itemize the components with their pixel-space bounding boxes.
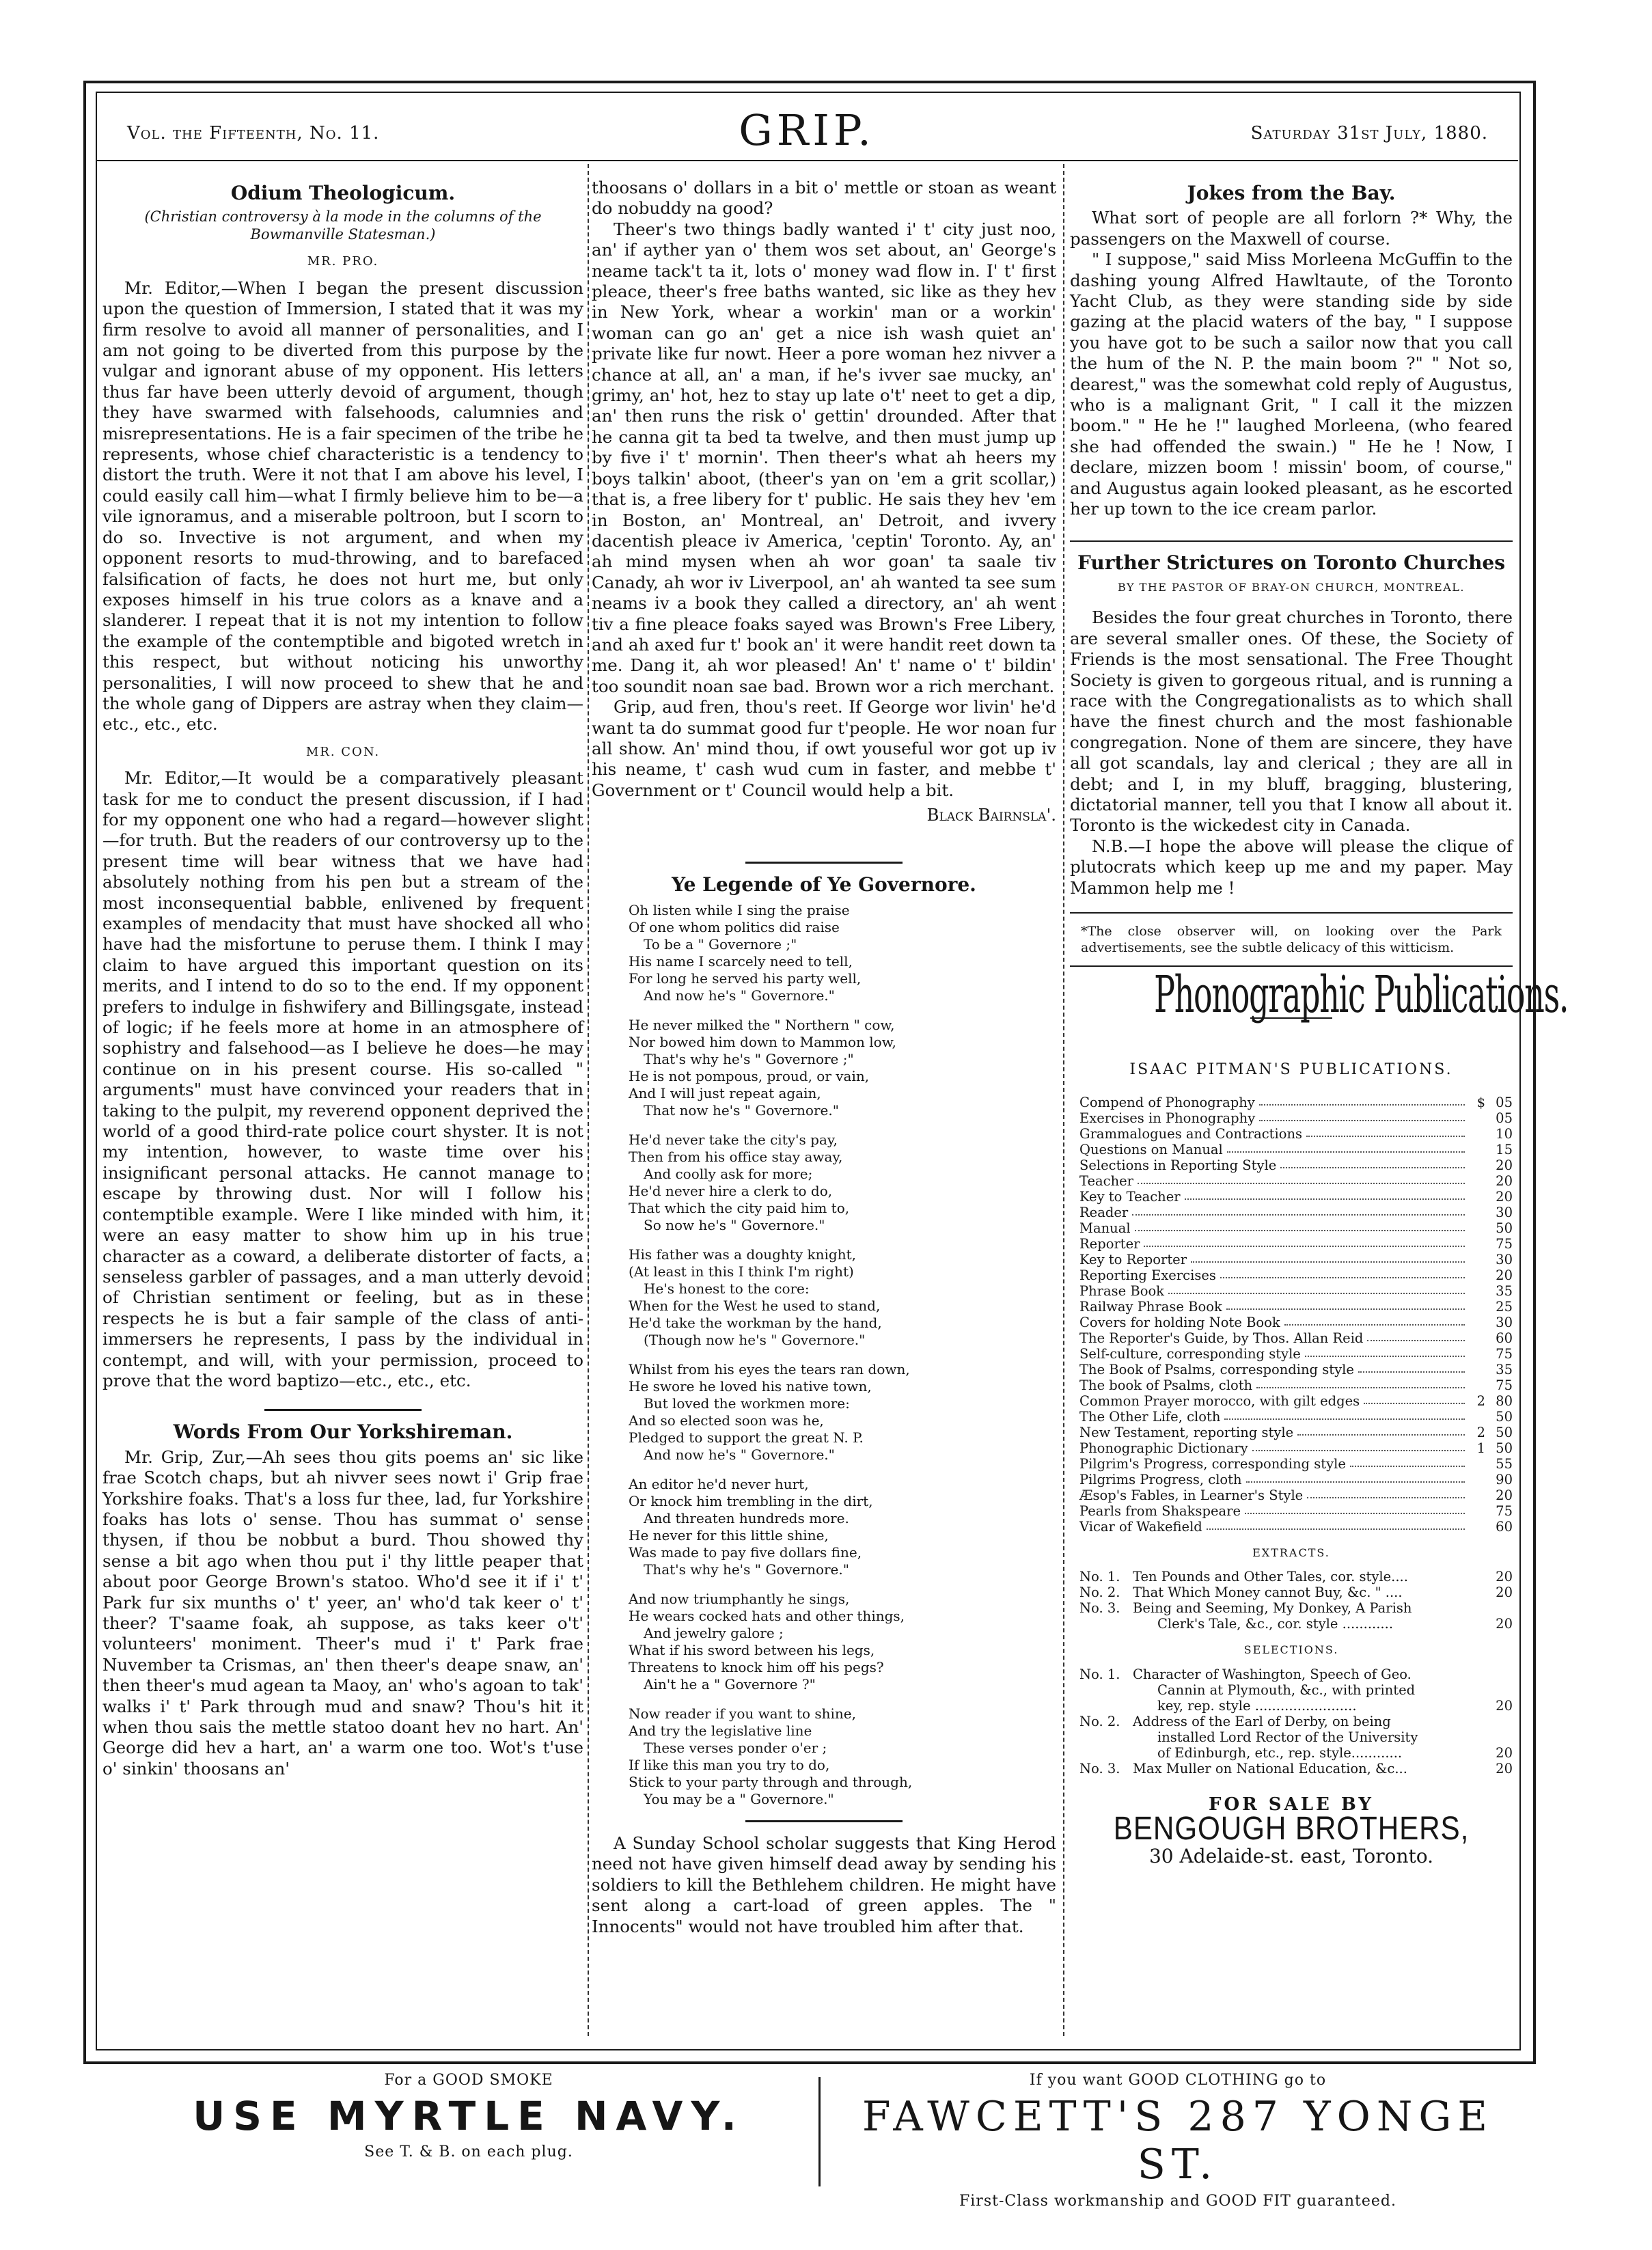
ad-subtitle: ISAAC PITMAN'S PUBLICATIONS. (1129, 1061, 1453, 1079)
leader-dots (1185, 1189, 1465, 1200)
book-title-line: of Edinburgh, etc., rep. style............ (1157, 1744, 1403, 1761)
price-cents: 80 (1496, 1392, 1513, 1409)
book-price (1469, 1425, 1513, 1440)
article-paragraph: What sort of people are all forlorn ?* Why, the passengers on the Maxwell of course. (1070, 208, 1513, 249)
book-title-line: installed Lord Rector of the University (1157, 1729, 1418, 1745)
price-section-label: SELECTIONS. (1243, 1643, 1339, 1657)
price-cents: 50 (1496, 1408, 1513, 1425)
price-row (1079, 1157, 1513, 1173)
book-title: Manual (1079, 1220, 1131, 1236)
leader-dots (1224, 1409, 1465, 1420)
poem-line: And coolly ask for more; (644, 1166, 813, 1182)
poem (629, 902, 1056, 1808)
price-row (1079, 1330, 1513, 1346)
price-row (1079, 1205, 1513, 1220)
book-title: Compend of Phonography (1079, 1094, 1255, 1110)
footer-divider (818, 2077, 821, 2186)
poem-line: What if his sword between his legs, (629, 1642, 875, 1658)
extracts-list (1079, 1569, 1513, 1632)
book-price (1469, 1283, 1513, 1299)
book-title (1133, 1569, 1477, 1584)
poem-line: His father was a doughty knight, (629, 1246, 856, 1263)
book-title (1133, 1666, 1477, 1714)
article-title: Jokes from the Bay. (1187, 182, 1396, 204)
leader-dots (1132, 1205, 1465, 1216)
book-title: Reporting Exercises (1079, 1267, 1216, 1283)
leader-dots (1297, 1425, 1465, 1436)
book-price (1469, 1330, 1513, 1346)
book-price (1469, 1157, 1513, 1173)
price-cents: 20 (1496, 1188, 1513, 1205)
price-dollars: 1 (1476, 1440, 1485, 1456)
section-divider (264, 1409, 422, 1411)
price-cents: 20 (1496, 1487, 1513, 1503)
price-row (1079, 1315, 1513, 1330)
book-title: Key to Reporter (1079, 1251, 1187, 1267)
price-row (1079, 1761, 1513, 1776)
book-price (1469, 1393, 1513, 1409)
book-title-line: Max Muller on National Education, &c... (1133, 1760, 1407, 1776)
book-title: The Reporter's Guide, by Thos. Allan Reid (1079, 1330, 1364, 1346)
price-row (1079, 1519, 1513, 1535)
leader-dots (1306, 1126, 1465, 1137)
price-row (1079, 1252, 1513, 1267)
poem-line: He swore he loved his native town, (629, 1378, 872, 1395)
price-dollars: 2 (1476, 1424, 1485, 1440)
book-price (1469, 1299, 1513, 1315)
poem-line: Nor bowed him down to Mammon low, (629, 1034, 896, 1050)
book-title: Questions on Manual (1079, 1141, 1223, 1157)
book-price: 20 (1496, 1616, 1513, 1632)
poem-line: That's why he's " Governore ;" (644, 1051, 854, 1067)
book-title: Teacher (1079, 1172, 1133, 1189)
price-row (1079, 1487, 1513, 1503)
poem-line: And threaten hundreds more. (644, 1510, 849, 1526)
volume-number: Vol. the Fifteenth, No. 11. (127, 123, 380, 143)
poem-stanza (629, 902, 1056, 1004)
article-title: Further Strictures on Toronto Churches (1077, 551, 1506, 574)
book-price (1469, 1440, 1513, 1456)
book-price (1469, 1377, 1513, 1393)
price-row (1079, 1189, 1513, 1205)
book-title-line: Clerk's Tale, &c., cor. style ............ (1157, 1616, 1394, 1632)
book-price (1469, 1205, 1513, 1220)
article-paragraph: N.B.—I hope the above will please the clique of plutocrats which keep up me and my paper. May Mammon help me ! (1070, 836, 1513, 898)
book-title-line: key, rep. style ........................ (1157, 1697, 1357, 1714)
price-cents: 75 (1496, 1235, 1513, 1252)
article-paragraph: A Sunday School scholar suggests that King Herod need not have given himself dead away by sending his soldiers to kill the Bethlehem children. He might have sent along a cart-load of green apples. The " Innocents" would not have troubled him after that. (592, 1833, 1056, 1936)
price-row (1079, 1362, 1513, 1377)
poem-line: Was made to pay five dollars fine, (629, 1544, 862, 1561)
poem-line: For long he served his party well, (629, 970, 862, 987)
book-price (1469, 1236, 1513, 1252)
poem-line: That now he's " Governore." (644, 1102, 839, 1119)
book-price (1469, 1315, 1513, 1330)
ad-title: Phonographic Publications. (1154, 965, 1569, 1024)
poem-line: Ain't he a " Governore ?" (644, 1676, 816, 1692)
poem-stanza (629, 1131, 1056, 1234)
footer-headline: FAWCETT'S 287 YONGE ST. (862, 2093, 1494, 2189)
article-paragraph: Grip, aud fren, thou's reet. If George wor livin' he'd want ta do summat good fur t'people. He wor noan fur all show. An' mind thou, if owt youseful wor got up iv his neame, t' cash wud cum in faster, and mebbe t' Government or t' Council would help a bit. (592, 697, 1056, 800)
leader-dots (1245, 1503, 1465, 1514)
book-price: 20 (1496, 1744, 1513, 1761)
item-number: No. 2. (1079, 1584, 1120, 1601)
price-cents: 75 (1496, 1377, 1513, 1393)
leader-dots (1307, 1487, 1465, 1498)
poem-line: Now reader if you want to shine, (629, 1705, 856, 1722)
poem-line: An editor he'd never hurt, (629, 1476, 809, 1492)
price-row (1079, 1142, 1513, 1157)
footer-tagline: If you want GOOD CLOTHING go to (1029, 2072, 1327, 2089)
price-row (1079, 1440, 1513, 1456)
book-price: 20 (1496, 1697, 1513, 1714)
price-row (1079, 1409, 1513, 1425)
poem-title: Ye Legende of Ye Governore. (672, 873, 976, 896)
price-row (1079, 1569, 1513, 1584)
poem-line: He's honest to the core: (644, 1280, 810, 1297)
poem-line: When for the West he used to stand, (629, 1298, 881, 1314)
newspaper-title: GRIP. (739, 105, 875, 155)
book-title (1133, 1600, 1477, 1632)
article-paragraph: Theer's two things badly wanted i' t' city just noo, an' if ayther yan o' them wos set about, an' George's neame tack't ta it, lots o' money wad flow in. I' t' first pleace, theer's free baths wanted, sic like as they hev in New York, whear a workin' man or a workin' woman can go an' get a nice ish wash quiet an' private like fur nowt. Heer a pore woman hez nivver a chance at all, an' a man, if he's ivver sae mucky, an' grimy, an' hot, hez to stay up late o't' neet to get a dip, an' then runs the risk o' gettin' drounded. After that he canna git ta bed ta twelve, and then must jump up by five i' t' mornin'. Then theer's what ah heers my boys talkin' aboot, (theer's yan on 'em a grit scollar,) that is, a free libery for t' public. He sais they hev 'em in Boston, an' Montreal, an' Detroit, and ivvery dacentish pleace iv America, 'ceptin' Toronto. Ay, an' ah mind mysen when ah wor goan' ta saale tiv Canady, ah wor iv Liverpool, an' ah wanted ta see sum neams iv a book they called a directory, an' ah went tiv a fine pleace foaks sayed was Brown's Free Libery, and ah axed fur t' book an' it were handit reet down ta me. Dang it, ah wor pleased! An' t' name o' t' bildin' too soundit noan sae bad. Brown wor a rich merchant. (592, 219, 1056, 696)
price-row (1079, 1299, 1513, 1315)
section-divider (745, 862, 903, 864)
price-cents: 75 (1496, 1345, 1513, 1362)
book-price (1469, 1252, 1513, 1267)
book-title: Æsop's Fables, in Learner's Style (1079, 1487, 1304, 1503)
book-title: Common Prayer morocco, with gilt edges (1079, 1392, 1360, 1409)
leader-dots (1246, 1472, 1465, 1483)
poem-line: Oh listen while I sing the praise (629, 902, 850, 918)
poem-line: And I will just repeat again, (629, 1085, 821, 1101)
book-title: Selections in Reporting Style (1079, 1157, 1277, 1173)
leader-dots (1350, 1456, 1465, 1467)
item-number: No. 3. (1079, 1760, 1120, 1776)
article-paragraph: Mr. Editor,—When I began the present discussion upon the question of Immersion, I stated that it was my firm resolve to avoid all manner of personalities, and I am not going to be diverted from this purpose by the vulgar and ignorant abuse of my opponent. His letters thus far have been utterly devoid of argument, though they have swarmed with falsehoods, calumnies and misrepresentations. He is a fair specimen of the tribe he represents, whose chief characteristic is a tendency to distort the truth. Were it not that I am above his level, I could easily call him—what I firmly believe him to be—a vile ignoramus, and a miserable poltroon, but I scorn to do so. Invective is not argument, and when my opponent resorts to mud-throwing, and to barefaced falsification of facts, he does not hurt me, but only exposes himself in his true colors as a knave and a slanderer. I repeat that it is not my intention to follow the example of the contemptible and bigoted wretch in this respect, but without noticing his unworthy personalities, I will now proceed to shew that he and the whole gang of Dippers are astray when they claim—etc., etc., etc. (102, 277, 583, 735)
book-title: Pearls from Shakspeare (1079, 1503, 1241, 1519)
leader-dots (1367, 1330, 1465, 1341)
item-number: No. 3. (1079, 1600, 1120, 1617)
price-cents: 60 (1496, 1330, 1513, 1346)
book-price (1469, 1095, 1513, 1110)
price-dollars: $ (1476, 1094, 1485, 1110)
book-title-line: Address of the Earl of Derby, on being (1133, 1713, 1391, 1729)
column-divider (588, 164, 589, 2036)
price-row (1079, 1472, 1513, 1487)
price-cents: 50 (1496, 1220, 1513, 1236)
item-number: No. 1. (1079, 1666, 1120, 1682)
column-3 (1070, 178, 1569, 1868)
leader-dots (1358, 1362, 1465, 1373)
price-row (1079, 1714, 1513, 1761)
price-cents: 75 (1496, 1503, 1513, 1519)
price-row (1079, 1393, 1513, 1409)
poem-line: But loved the workmen more: (644, 1395, 850, 1412)
poem-stanza (629, 1591, 1056, 1693)
book-title: Phonographic Dictionary (1079, 1440, 1248, 1456)
poem-stanza (629, 1705, 1056, 1808)
issue-date: Saturday 31st July, 1880. (1250, 123, 1488, 143)
book-title: Covers for holding Note Book (1079, 1314, 1280, 1330)
poem-line: To be a " Governore ;" (644, 936, 797, 952)
book-price: 20 (1496, 1569, 1513, 1585)
footer-ad-right (836, 2072, 1519, 2210)
poem-line: And now he's " Governore." (644, 987, 835, 1004)
article-paragraph: " I suppose," said Miss Morleena McGuffin to the dashing young Alfred Hawltaute, of the Toronto Yacht Club, as they were standing side by side gazing at the placid waters of the bay, " I suppose you have got to be such a sailor now that you call the hum of the N. P. the main boom ?" " Not so, dearest," was the somewhat cold reply of Augustus, who is a malignant Grit, " I call it the mizzen boom." " He he !" laughed Morleena, (who feared she had offended the swain.) " He he ! Now, I declare, mizzen boom ! missin' boom, of course," and Augustus again looked pleasant, as he escorted her up town to the ice cream parlor. (1070, 249, 1513, 519)
article-paragraph: Mr. Grip, Zur,—Ah sees thou gits poems an' sic like frae Scotch chaps, but ah nivver sees nowt i' Grip frae Yorkshire foaks. That's a loss fur thee, lad, fur Yorkshire foaks has lots o' sense. Thou has summat o' sense thysen, if thou be nobbut a burd. Thou showed thy sense a bit ago when thou put i' thy little peaper that about poor George Brown's statoo. Who'd see it if i' t' Park fur six munths o' t' yeer, an' who'd tak keer o' t' theer? T'saame foak, ah suppose, as taks keer o't' volunteers' moniment. Theer's mud i' t' Park frae Nuvember ta Crismas, an' then theer's deape snaw, an' then theer's mud agean ta Maoy, an' who's agoan to tak' walks i' t' Park through mud and snaw? Thou's hit it when thou sais the mettle statoo doant hev no hart. An' George did hev a hart, an' a warm one too. Wot's t'use o' sinkin' thoosans an' (102, 1446, 583, 1779)
book-title (1133, 1714, 1477, 1761)
price-row (1079, 1346, 1513, 1362)
poem-line: Whilst from his eyes the tears ran down, (629, 1361, 910, 1377)
book-title (1133, 1584, 1477, 1600)
poem-line: He'd never hire a clerk to do, (629, 1183, 833, 1199)
poem-line: And jewelry galore ; (644, 1625, 784, 1641)
book-price (1469, 1456, 1513, 1472)
poem-line: (Though now he's " Governore." (644, 1332, 866, 1348)
price-row (1079, 1377, 1513, 1393)
book-title-line: Cannin at Plymouth, &c., with printed (1157, 1682, 1416, 1698)
poem-line: He wears cocked hats and other things, (629, 1608, 905, 1624)
book-price (1469, 1142, 1513, 1157)
leader-dots (1259, 1095, 1465, 1106)
price-section-label: EXTRACTS. (1252, 1546, 1330, 1559)
book-title-line: Character of Washington, Speech of Geo. (1133, 1666, 1412, 1682)
price-row (1079, 1666, 1513, 1714)
selections-list (1079, 1666, 1513, 1776)
poem-stanza (629, 1017, 1056, 1119)
price-row (1079, 1584, 1513, 1600)
price-cents: 30 (1496, 1314, 1513, 1330)
poem-line: He never for this little shine, (629, 1527, 829, 1544)
price-cents: 20 (1496, 1267, 1513, 1283)
book-title: New Testament, reporting style (1079, 1424, 1294, 1440)
masthead (96, 92, 1518, 161)
book-title: Railway Phrase Book (1079, 1298, 1222, 1315)
poem-line: If like this man you try to do, (629, 1757, 830, 1773)
poem-line: And now he's " Governore." (644, 1446, 835, 1463)
book-title: Vicar of Wakefield (1079, 1518, 1202, 1535)
price-cents: 35 (1496, 1361, 1513, 1377)
footnote: *The close observer will, on looking over the Park advertisements, see the subtle delicacy of this witticism. (1081, 924, 1502, 955)
book-price (1469, 1409, 1513, 1425)
book-price (1469, 1267, 1513, 1283)
book-title: Self-culture, corresponding style (1079, 1345, 1301, 1362)
price-row (1079, 1220, 1513, 1236)
poem-line: That's why he's " Governore." (644, 1561, 849, 1578)
column-divider (1063, 164, 1064, 2036)
price-cents: 05 (1496, 1110, 1513, 1126)
leader-dots (1256, 1377, 1465, 1388)
book-price (1469, 1487, 1513, 1503)
column-1 (102, 178, 583, 1779)
book-price (1469, 1346, 1513, 1362)
item-number: No. 2. (1079, 1713, 1120, 1729)
book-price (1469, 1110, 1513, 1126)
price-cents: 20 (1496, 1172, 1513, 1189)
article-signature: Black Bairnsla'. (926, 805, 1056, 825)
footer-tagline: For a GOOD SMOKE (384, 2072, 553, 2089)
book-title-line: Ten Pounds and Other Tales, cor. style.... (1133, 1569, 1408, 1585)
leader-dots (1280, 1157, 1465, 1168)
book-title: The book of Psalms, cloth (1079, 1377, 1253, 1393)
section-divider (745, 1820, 903, 1822)
poem-line: He never milked the " Northern " cow, (629, 1017, 895, 1033)
price-row (1079, 1236, 1513, 1252)
article-paragraph: thoosans o' dollars in a bit o' mettle or stoan as weant do nobuddy na good? (592, 178, 1056, 219)
speaker-label: MR. PRO. (307, 254, 379, 269)
poem-line: And now triumphantly he sings, (629, 1591, 850, 1607)
book-price (1469, 1173, 1513, 1189)
book-title (1133, 1761, 1477, 1776)
section-divider (1070, 912, 1513, 914)
price-row (1079, 1267, 1513, 1283)
poem-stanza (629, 1476, 1056, 1578)
poem-line: Threatens to knock him off his pegs? (629, 1659, 884, 1675)
book-price (1469, 1362, 1513, 1377)
price-cents: 35 (1496, 1282, 1513, 1299)
leader-dots (1305, 1346, 1465, 1357)
poem-line: You may be a " Governore." (644, 1791, 834, 1807)
seller-name: BENGOUGH BROTHERS, (1113, 1811, 1470, 1848)
book-title: The Book of Psalms, corresponding style (1079, 1361, 1354, 1377)
book-price (1469, 1503, 1513, 1519)
book-price (1469, 1472, 1513, 1487)
book-title: Phrase Book (1079, 1282, 1164, 1299)
leader-dots (1284, 1315, 1465, 1326)
book-title: Pilgrim's Progress, corresponding style (1079, 1455, 1346, 1472)
leader-dots (1364, 1393, 1465, 1404)
leader-dots (1220, 1267, 1465, 1278)
book-title: The Other Life, cloth (1079, 1408, 1221, 1425)
price-cents: 90 (1496, 1471, 1513, 1487)
leader-dots (1191, 1252, 1465, 1263)
book-title-line: That Which Money cannot Buy, &c. " .... (1133, 1584, 1403, 1601)
price-row (1079, 1456, 1513, 1472)
article-title: Words From Our Yorkshireman. (173, 1421, 513, 1444)
price-cents: 50 (1496, 1440, 1513, 1456)
leader-dots (1138, 1173, 1465, 1184)
price-dollars: 2 (1476, 1392, 1485, 1409)
leader-dots (1135, 1220, 1465, 1231)
poem-line: He'd take the workman by the hand, (629, 1315, 882, 1331)
seller-address: 30 Adelaide-st. east, Toronto. (1148, 1845, 1434, 1868)
poem-stanza (629, 1361, 1056, 1464)
price-cents: 10 (1496, 1125, 1513, 1142)
price-cents: 30 (1496, 1251, 1513, 1267)
book-price: 20 (1496, 1760, 1513, 1776)
poem-line: So now he's " Governore." (644, 1217, 825, 1233)
price-cents: 20 (1496, 1157, 1513, 1173)
price-row (1079, 1110, 1513, 1126)
book-title-line: Being and Seeming, My Donkey, A Parish (1133, 1600, 1412, 1617)
footer-headline: USE MYRTLE NAVY. (193, 2093, 745, 2139)
leader-dots (1168, 1283, 1465, 1294)
poem-line: Stick to your party through and through, (629, 1774, 913, 1790)
book-title: Reporter (1079, 1235, 1140, 1252)
leader-dots (1226, 1299, 1465, 1310)
article-subtitle: (Christian controversy à la mode in the columns of the Bowmanville Statesman.) (144, 208, 542, 243)
poem-line: He is not pompous, proud, or vain, (629, 1068, 870, 1084)
for-sale-label: FOR SALE BY (1209, 1794, 1374, 1815)
price-cents: 30 (1496, 1204, 1513, 1220)
item-number: No. 1. (1079, 1569, 1120, 1585)
speaker-label: MR. CON. (305, 744, 381, 759)
book-title: Key to Teacher (1079, 1188, 1181, 1205)
price-row (1079, 1600, 1513, 1632)
poem-stanza (629, 1246, 1056, 1349)
price-row (1079, 1503, 1513, 1519)
book-title: Exercises in Phonography (1079, 1110, 1256, 1126)
footer-note: See T. & B. on each plug. (364, 2143, 573, 2160)
poem-line: He'd never take the city's pay, (629, 1131, 838, 1148)
book-price (1469, 1189, 1513, 1205)
footer-ad-left (161, 2072, 776, 2160)
price-cents: 15 (1496, 1141, 1513, 1157)
section-divider (1070, 540, 1513, 542)
footer-note: First-Class workmanship and GOOD FIT guaranteed. (959, 2193, 1396, 2210)
leader-dots (1259, 1110, 1465, 1121)
price-row (1079, 1173, 1513, 1189)
poem-line: Pledged to support the great N. P. (629, 1429, 864, 1446)
poem-line: His name I scarcely need to tell, (629, 953, 853, 970)
price-cents: 25 (1496, 1298, 1513, 1315)
poem-line: (At least in this I think I'm right) (629, 1263, 854, 1280)
price-cents: 50 (1496, 1424, 1513, 1440)
poem-line: And so elected soon was he, (629, 1412, 824, 1429)
column-2 (592, 178, 1056, 1937)
price-row (1079, 1126, 1513, 1142)
poem-line: That which the city paid him to, (629, 1200, 850, 1216)
article-byline: BY THE PASTOR OF BRAY-ON CHURCH, MONTREAL. (1118, 580, 1465, 594)
book-title: Pilgrims Progress, cloth (1079, 1471, 1242, 1487)
price-row (1079, 1425, 1513, 1440)
book-price (1469, 1220, 1513, 1236)
poem-line: And try the legislative line (629, 1723, 812, 1739)
price-cents: 05 (1496, 1094, 1513, 1110)
book-price (1469, 1519, 1513, 1535)
leader-dots (1252, 1440, 1465, 1451)
leader-dots (1227, 1142, 1465, 1153)
leader-dots (1207, 1519, 1465, 1530)
article-paragraph: Mr. Editor,—It would be a comparatively pleasant task for me to conduct the present discussion, if I had for my opponent one who had a regard—however slight—for truth. But the readers of our controversy up to the present time will bear witness that we have had absolutely nothing from his pen but a stream of the most inconsequential babble, enlivened by frequent examples of mendacity that must have shocked all who have had the misfortune to peruse them. I think I may claim to have argued this important question on its merits, and I intend to do so to the end. If my opponent prefers to indulge in fishwifery and Billingsgate, instead of logic; if he feels more at home in an atmosphere of sophistry and falsehood—as I believe he does—he may continue on in his present course. His so-called " arguments" must have convinced your readers that in taking to the pulpit, my reverend opponent deprived the world of a good third-rate police court shyster. It is not my intention, however, to waste time over his insignificant personal attacks. He cannot manage to escape by throwing dust. Nor will I follow his contemptible example. Were I like minded with him, it were an easy matter to show him up in his true character as a coward, a deliberate distorter of facts, a senseless garbler of passages, and a man utterly devoid of Christian sentiment or feeling, but as in these respects he is but a fair sample of the class of anti-immersers he represents, I pass by the individual in contempt, and will, with your permission, proceed to prove that the word baptizo—etc., etc., etc. (102, 768, 583, 1390)
price-row (1079, 1095, 1513, 1110)
article-paragraph: Besides the four great churches in Toronto, there are several smaller ones. Of these, the Society of Friends is the most sensational. The Free Thought Society is given to gorgeous ritual, and is running a race with the Congregationalists as to which shall have the finest church and the most fashionable congregation. None of them are sincere, they have all got scandals, lay and clerical ; they are all in debt; and I, in my bluff, bragging, blustering, dictatorial manner, tell you that I know all about it. Toronto is the wickedest city in Canada. (1070, 607, 1513, 836)
leader-dots (1144, 1236, 1465, 1247)
book-title: Grammalogues and Contractions (1079, 1125, 1303, 1142)
price-row (1079, 1283, 1513, 1299)
price-cents: 55 (1496, 1455, 1513, 1472)
poem-line: These verses ponder o'er ; (644, 1740, 827, 1756)
poem-line: Or knock him trembling in the dirt, (629, 1493, 873, 1509)
price-list (1079, 1095, 1513, 1535)
book-price (1469, 1126, 1513, 1142)
price-cents: 60 (1496, 1518, 1513, 1535)
poem-line: Of one whom politics did raise (629, 919, 840, 935)
book-title: Reader (1079, 1204, 1129, 1220)
book-price: 20 (1496, 1584, 1513, 1601)
poem-line: Then from his office stay away, (629, 1149, 843, 1165)
article-title: Odium Theologicum. (230, 182, 456, 204)
